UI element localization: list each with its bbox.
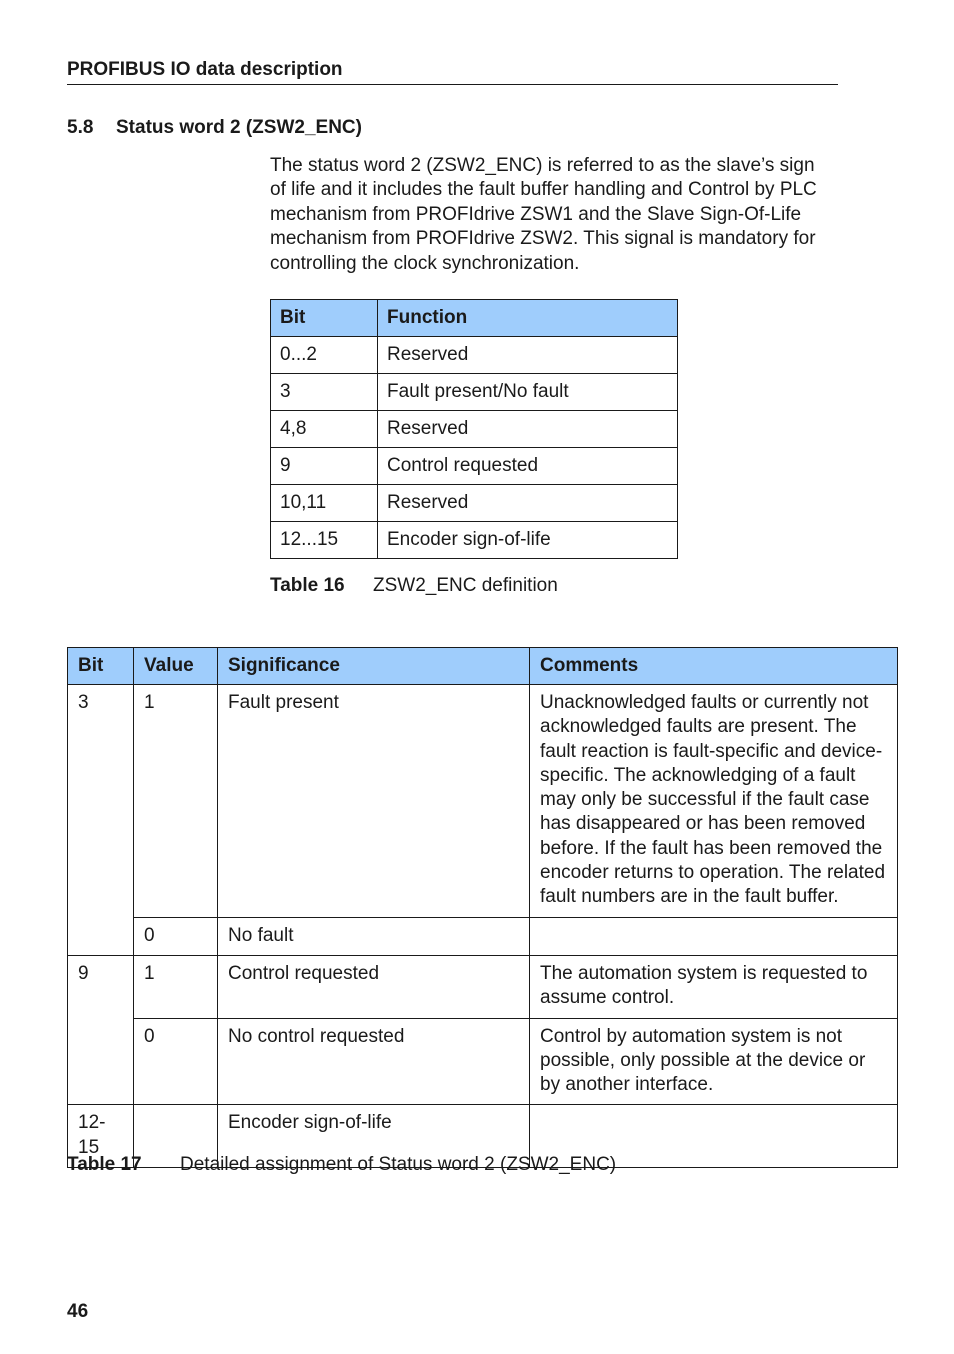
table-header-row (271, 300, 678, 337)
cell-bit: 10,11 (271, 485, 378, 522)
cell-bit: 3 (68, 685, 134, 956)
table-row (271, 448, 678, 485)
table-row (271, 337, 678, 374)
cell-function: Control requested (378, 448, 678, 485)
caption-label: Table 17 (67, 1154, 142, 1175)
intro-paragraph: The status word 2 (ZSW2_ENC) is referred to as the slave’s sign of life and it includes the fault buffer handling and Control by PLC mechanism from PROFIdrive ZSW1 and the Slave Sign-Of-Life mechanism from PROFIdrive ZSW2. This signal is mandatory for controlling the clock synchronization. (270, 155, 817, 274)
caption-text: ZSW2_ENC definition (373, 575, 558, 596)
cell-value: 0 (134, 1018, 218, 1105)
cell-value: 1 (134, 955, 218, 1018)
table-17-caption (67, 1153, 616, 1177)
cell-function: Fault present/No fault (378, 374, 678, 411)
cell-comments: Control by automation system is not possible, only possible at the device or by another interface. (530, 1018, 898, 1105)
section-heading (67, 116, 362, 140)
cell-function: Reserved (378, 485, 678, 522)
cell-function: Reserved (378, 337, 678, 374)
section-number: 5.8 (67, 117, 94, 138)
caption-label: Table 16 (270, 575, 345, 596)
table-row (68, 955, 898, 1018)
caption-text: Detailed assignment of Status word 2 (ZSW2_ENC) (180, 1154, 617, 1175)
cell-bit: 0...2 (271, 337, 378, 374)
header-function: Function (378, 300, 678, 337)
cell-comments: The automation system is requested to assume control. (530, 955, 898, 1018)
cell-bit: 12-15 (68, 1105, 134, 1168)
header-value: Value (134, 648, 218, 685)
cell-significance: Fault present (218, 685, 530, 918)
header-bit: Bit (68, 648, 134, 685)
cell-significance: Encoder sign-of-life (218, 1105, 530, 1168)
table-row (271, 485, 678, 522)
page-number: 46 (67, 1301, 89, 1322)
zsw2-assignment-table (67, 647, 898, 1168)
table-row (68, 685, 898, 918)
cell-bit: 3 (271, 374, 378, 411)
cell-comments: Unacknowledged faults or currently not acknowledged faults are present. The fault reaction is fault-specific and device-specific. The acknowledging of a fault may only be successful if the fault case has disappeared or has been removed before. If the fault has been removed the encoder returns to operation. The related fault numbers are in the fault buffer. (530, 685, 898, 918)
cell-value: 1 (134, 685, 218, 918)
cell-comments (530, 917, 898, 955)
cell-bit: 9 (271, 448, 378, 485)
table-row (271, 411, 678, 448)
table-row (68, 1018, 898, 1105)
cell-bit: 9 (68, 955, 134, 1104)
table-row (68, 917, 898, 955)
cell-bit: 12...15 (271, 522, 378, 559)
cell-value: 0 (134, 917, 218, 955)
section-title: Status word 2 (ZSW2_ENC) (116, 117, 362, 138)
table-row (271, 374, 678, 411)
header-comments: Comments (530, 648, 898, 685)
cell-function: Reserved (378, 411, 678, 448)
cell-significance: No fault (218, 917, 530, 955)
cell-significance: Control requested (218, 955, 530, 1018)
table-row (271, 522, 678, 559)
table-16-caption (270, 574, 558, 598)
running-header: PROFIBUS IO data description (67, 58, 838, 85)
cell-bit: 4,8 (271, 411, 378, 448)
cell-significance: No control requested (218, 1018, 530, 1105)
cell-function: Encoder sign-of-life (378, 522, 678, 559)
header-bit: Bit (271, 300, 378, 337)
zsw2-definition-table (270, 299, 678, 559)
header-significance: Significance (218, 648, 530, 685)
table-header-row (68, 648, 898, 685)
